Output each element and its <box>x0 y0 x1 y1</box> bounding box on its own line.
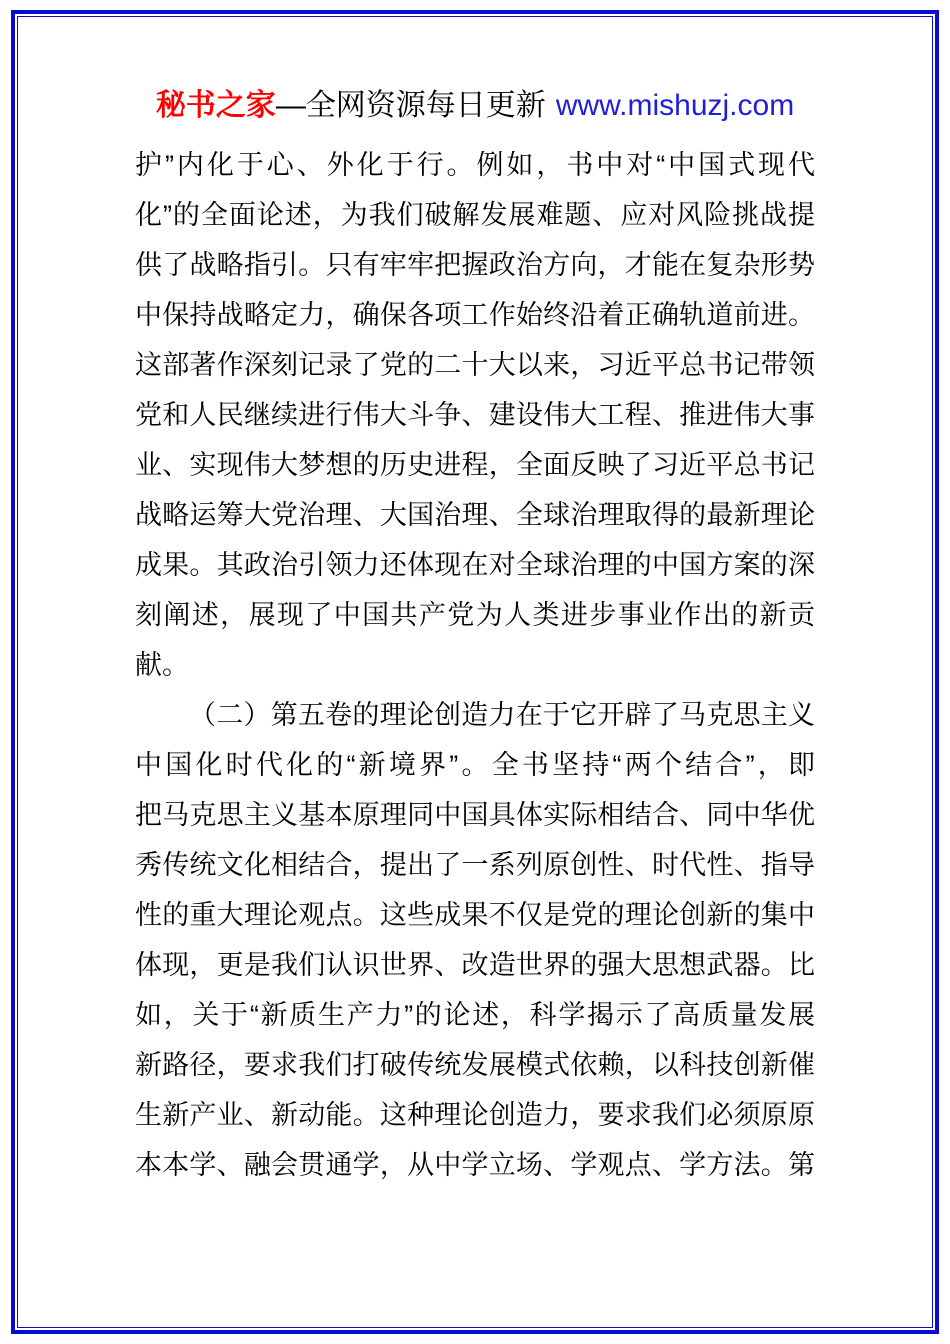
text-line: 党和人民继续进行伟大斗争、建设伟大工程、推进伟大事 <box>135 400 815 430</box>
text-line: 护”内化于心、外化于行。例如，书中对“中国式现代 <box>135 150 815 180</box>
text-line: 献。 <box>135 650 189 680</box>
text-line: 如，关于“新质生产力”的论述，科学揭示了高质量发展 <box>135 1000 815 1030</box>
text-line: （二）第五卷的理论创造力在于它开辟了马克思主义 <box>189 700 815 730</box>
text-line: 新路径，要求我们打破传统发展模式依赖，以科技创新催 <box>135 1050 815 1080</box>
site-url-link[interactable]: www.mishuzj.com <box>555 89 795 122</box>
text-line: 本本学、融会贯通学，从中学立场、学观点、学方法。第 <box>135 1150 815 1180</box>
text-line: 性的重大理论观点。这些成果不仅是党的理论创新的集中 <box>135 900 815 930</box>
text-line: 生新产业、新动能。这种理论创造力，要求我们必须原原 <box>135 1100 815 1130</box>
text-line: 把马克思主义基本原理同中国具体实际相结合、同中华优 <box>135 800 815 830</box>
site-header <box>0 82 950 130</box>
text-line: 中保持战略定力，确保各项工作始终沿着正确轨道前进。 <box>135 300 815 330</box>
site-name: 秘书之家 <box>155 89 276 122</box>
document-body <box>135 140 815 1190</box>
text-line: 供了战略指引。只有牢牢把握政治方向，才能在复杂形势 <box>135 250 815 280</box>
text-line: 业、实现伟大梦想的历史进程，全面反映了习近平总书记 <box>135 450 815 480</box>
text-line: 中国化时代化的“新境界”。全书坚持“两个结合”，即 <box>135 750 815 780</box>
text-line: 战略运筹大党治理、大国治理、全球治理取得的最新理论 <box>135 500 815 530</box>
text-line: 这部著作深刻记录了党的二十大以来，习近平总书记带领 <box>135 350 815 380</box>
text-line: 刻阐述，展现了中国共产党为人类进步事业作出的新贡 <box>135 600 815 630</box>
text-line: 成果。其政治引领力还体现在对全球治理的中国方案的深 <box>135 550 815 580</box>
text-line: 化”的全面论述，为我们破解发展难题、应对风险挑战提 <box>135 200 815 230</box>
text-line: 体现，更是我们认识世界、改造世界的强大思想武器。比 <box>135 950 815 980</box>
text-line: 秀传统文化相结合，提出了一系列原创性、时代性、指导 <box>135 850 815 880</box>
site-tagline: —全网资源每日更新 <box>275 89 546 122</box>
